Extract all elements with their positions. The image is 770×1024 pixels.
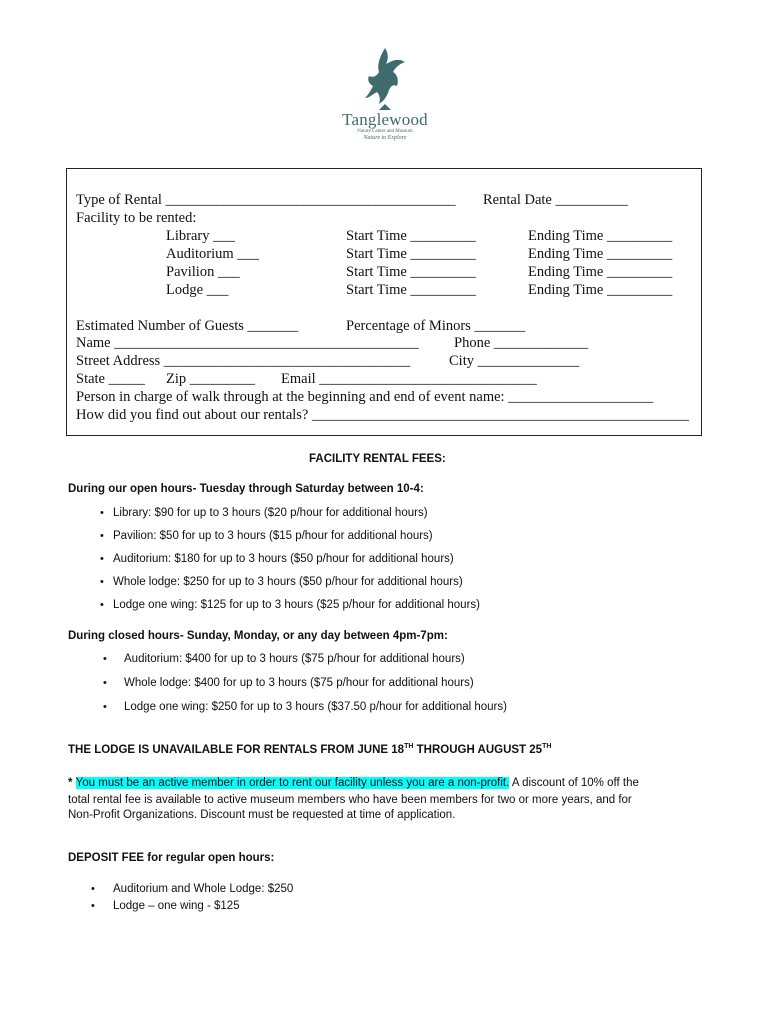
facility-auditorium[interactable]: Auditorium ___ bbox=[166, 246, 260, 262]
notice-star: * bbox=[68, 777, 76, 789]
deposit-heading: DEPOSIT FEE for regular open hours: bbox=[68, 852, 275, 864]
fee-item: Whole lodge: $400 for up to 3 hours ($75 p/hour for additional hours) bbox=[124, 677, 474, 689]
eagle-icon bbox=[355, 44, 415, 114]
how-found-field[interactable]: How did you find out about our rentals? ____________________________________________________ bbox=[76, 407, 689, 423]
fee-item: Pavilion: $50 for up to 3 hours ($15 p/hour for additional hours) bbox=[113, 530, 433, 542]
city-field[interactable]: City ______________ bbox=[449, 353, 580, 369]
minors-field[interactable]: Percentage of Minors _______ bbox=[346, 318, 526, 334]
zip-field[interactable]: Zip _________ bbox=[166, 371, 256, 387]
bullet: • bbox=[103, 653, 107, 665]
fee-item: Lodge one wing: $125 for up to 3 hours ($25 p/hour for additional hours) bbox=[113, 599, 480, 611]
facility-pavilion[interactable]: Pavilion ___ bbox=[166, 264, 240, 280]
library-end-time[interactable]: Ending Time _________ bbox=[528, 228, 673, 244]
fee-item: Lodge one wing: $250 for up to 3 hours ($37.50 p/hour for additional hours) bbox=[124, 701, 507, 713]
bullet: • bbox=[100, 553, 104, 565]
name-field[interactable]: Name __________________________________________ bbox=[76, 335, 419, 351]
tanglewood-logo bbox=[330, 44, 440, 154]
logo-tagline: Nature to Explore bbox=[363, 135, 407, 141]
notice-highlight: You must be an active member in order to rent our facility unless you are a non-profit. bbox=[75, 777, 510, 789]
logo-subtitle: Nature Center and Museum bbox=[357, 129, 413, 134]
phone-field[interactable]: Phone _____________ bbox=[454, 335, 589, 351]
facility-label: Facility to be rented: bbox=[76, 210, 197, 226]
guests-field[interactable]: Estimated Number of Guests _______ bbox=[76, 318, 299, 334]
type-of-rental-field[interactable]: Type of Rental ________________________________________ bbox=[76, 192, 456, 208]
unavailable-text-b: THROUGH AUGUST 25 bbox=[413, 744, 543, 756]
superscript-th: TH bbox=[404, 743, 414, 751]
bullet: • bbox=[100, 599, 104, 611]
street-address-field[interactable]: Street Address __________________________________ bbox=[76, 353, 411, 369]
auditorium-end-time[interactable]: Ending Time _________ bbox=[528, 246, 673, 262]
lodge-end-time[interactable]: Ending Time _________ bbox=[528, 282, 673, 298]
lodge-start-time[interactable]: Start Time _________ bbox=[346, 282, 476, 298]
bullet: • bbox=[91, 883, 95, 895]
auditorium-start-time[interactable]: Start Time _________ bbox=[346, 246, 476, 262]
facility-lodge[interactable]: Lodge ___ bbox=[166, 282, 229, 298]
bullet: • bbox=[100, 576, 104, 588]
bullet: • bbox=[103, 701, 107, 713]
fee-item: Library: $90 for up to 3 hours ($20 p/hour for additional hours) bbox=[113, 507, 428, 519]
email-field[interactable]: Email ______________________________ bbox=[281, 371, 537, 387]
fees-title: FACILITY RENTAL FEES: bbox=[309, 453, 446, 465]
fee-item: Auditorium: $180 for up to 3 hours ($50 p/hour for additional hours) bbox=[113, 553, 454, 565]
bullet: • bbox=[91, 900, 95, 912]
fee-item: Auditorium: $400 for up to 3 hours ($75 p/hour for additional hours) bbox=[124, 653, 465, 665]
unavailable-text-a: THE LODGE IS UNAVAILABLE FOR RENTALS FROM JUNE 18 bbox=[68, 744, 405, 756]
bullet: • bbox=[103, 677, 107, 689]
library-start-time[interactable]: Start Time _________ bbox=[346, 228, 476, 244]
pavilion-start-time[interactable]: Start Time _________ bbox=[346, 264, 476, 280]
membership-notice-line2: total rental fee is available to active museum members who have been members for two or more years, and for bbox=[68, 794, 632, 806]
bullet: • bbox=[100, 530, 104, 542]
lodge-unavailable-notice bbox=[68, 745, 551, 757]
notice-rest: A discount of 10% off the bbox=[509, 777, 639, 789]
bullet: • bbox=[100, 507, 104, 519]
facility-library[interactable]: Library ___ bbox=[166, 228, 235, 244]
membership-notice-line1 bbox=[68, 778, 639, 790]
state-field[interactable]: State _____ bbox=[76, 371, 145, 387]
fee-item: Whole lodge: $250 for up to 3 hours ($50 p/hour for additional hours) bbox=[113, 576, 463, 588]
person-in-charge-field[interactable]: Person in charge of walk through at the beginning and end of event name: ____________________ bbox=[76, 389, 654, 405]
rental-date-field[interactable]: Rental Date __________ bbox=[483, 192, 628, 208]
superscript-th: TH bbox=[542, 743, 552, 751]
closed-hours-heading: During closed hours- Sunday, Monday, or any day between 4pm-7pm: bbox=[68, 630, 448, 642]
logo-name: Tanglewood bbox=[342, 110, 428, 129]
deposit-item: Auditorium and Whole Lodge: $250 bbox=[113, 883, 294, 895]
deposit-item: Lodge – one wing - $125 bbox=[113, 900, 240, 912]
membership-notice-line3: Non-Profit Organizations. Discount must be requested at time of application. bbox=[68, 809, 456, 821]
pavilion-end-time[interactable]: Ending Time _________ bbox=[528, 264, 673, 280]
open-hours-heading: During our open hours- Tuesday through Saturday between 10-4: bbox=[68, 483, 424, 495]
